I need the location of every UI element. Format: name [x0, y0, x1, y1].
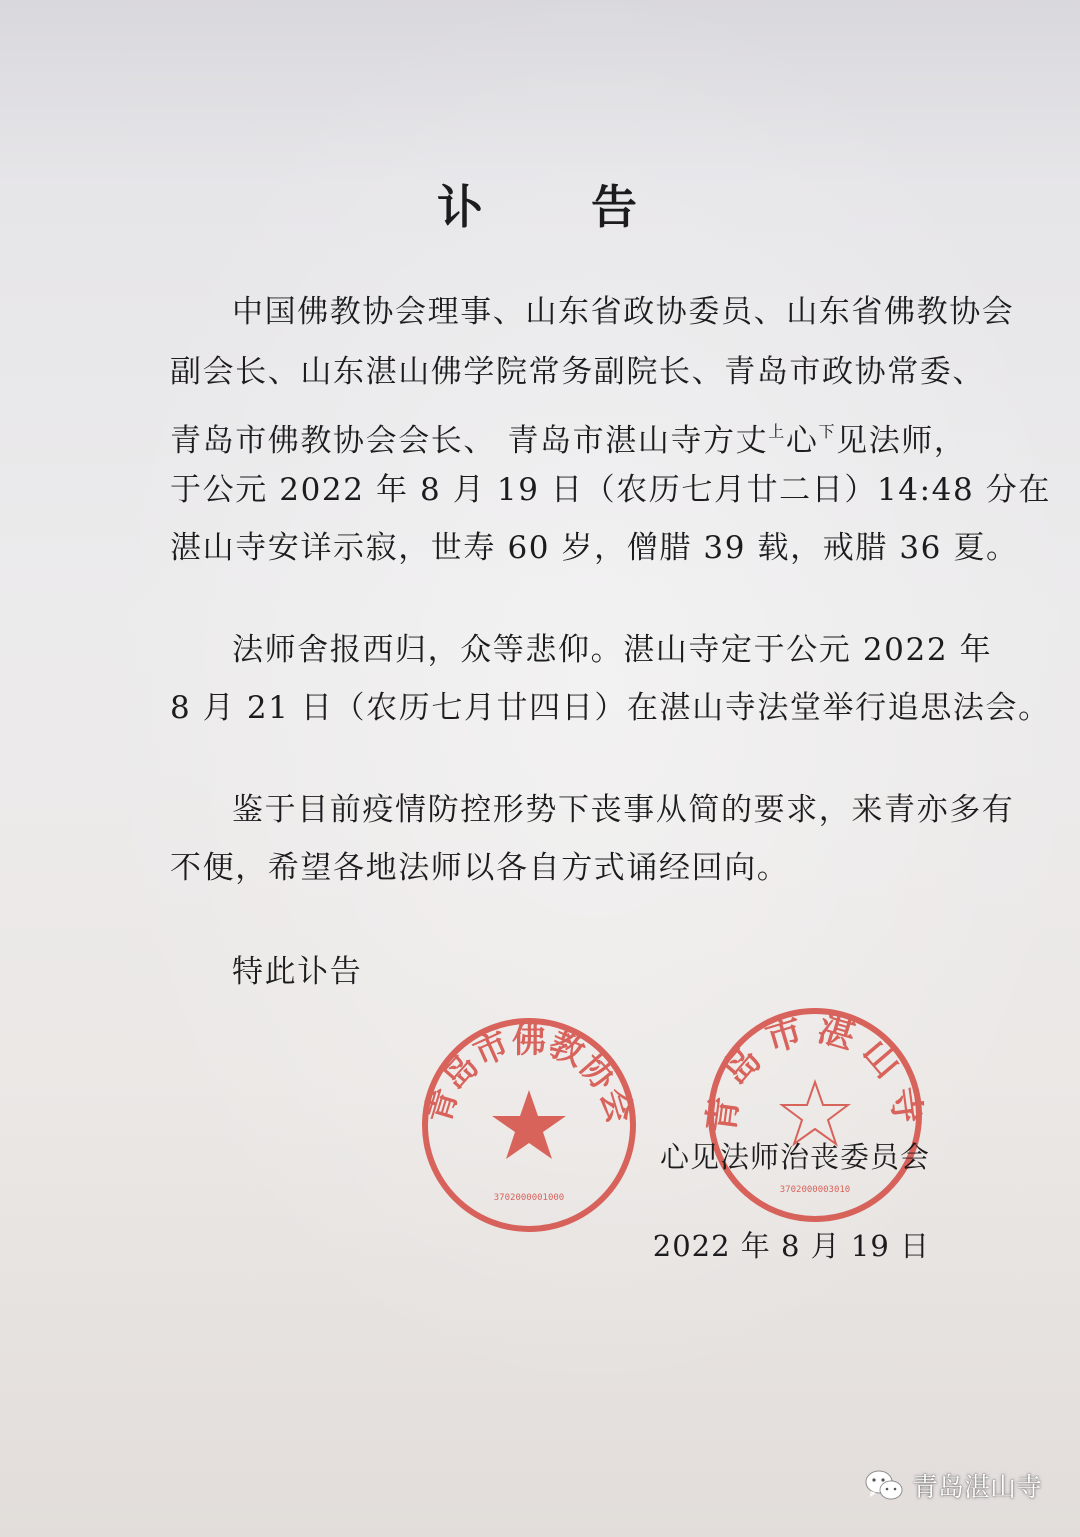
paragraph1-line1: 中国佛教协会理事、山东省政协委员、山东省佛教协会: [232, 294, 1015, 330]
watermark: [864, 1467, 1042, 1504]
seal-left-serial: 3702000001000: [493, 1193, 565, 1203]
seal-left-text: 青岛市佛教协会: [417, 1021, 641, 1128]
wechat-icon: [864, 1469, 904, 1503]
paragraph3-line2: 不便，希望各地法师以各自方式诵经回向。: [170, 850, 790, 886]
seal-right: [700, 1000, 930, 1230]
seal-right-star-icon: [782, 1082, 848, 1144]
name-character: 心: [785, 423, 819, 459]
name-mark-upper: 上: [768, 422, 786, 441]
name-mark-lower: 下: [818, 422, 837, 441]
watermark-label: 青岛湛山寺: [912, 1473, 1043, 1503]
seal-right-serial: 3702000003010: [779, 1185, 851, 1195]
seal-left-star-icon: [492, 1090, 566, 1159]
paragraph3-line1: 鉴于目前疫情防控形势下丧事从简的要求，来青亦多有: [232, 792, 1015, 828]
paragraph1-line4: 于公元 2022 年 8 月 19 日（农历七月廿二日）14:48 分在: [170, 472, 1051, 508]
paragraph1-line3-a: 青岛市佛教协会会长、 青岛市湛山寺方丈: [170, 423, 769, 459]
paragraph1-line3: [170, 412, 967, 461]
paragraph2-line2: 8 月 21 日（农历七月廿四日）在湛山寺法堂举行追思法会。: [170, 690, 1051, 726]
seal-right-text: 青岛市湛山寺: [700, 1007, 930, 1136]
document-title: 讣 告: [436, 180, 683, 234]
closing-text: 特此讣告: [232, 954, 363, 990]
paragraph2-line1: 法师舍报西归，众等悲仰。湛山寺定于公元 2022 年: [232, 632, 993, 668]
paragraph1-line3-c: 见法师，: [836, 423, 967, 459]
document-date: 2022 年 8 月 19 日: [652, 1229, 930, 1263]
seal-left: [414, 1010, 644, 1240]
signature-committee: 心见法师治丧委员会: [659, 1140, 930, 1174]
paragraph1-line2: 副会长、山东湛山佛学院常务副院长、青岛市政协常委、: [170, 354, 985, 390]
paragraph1-line5: 湛山寺安详示寂，世寿 60 岁，僧腊 39 载，戒腊 36 夏。: [170, 530, 1019, 566]
